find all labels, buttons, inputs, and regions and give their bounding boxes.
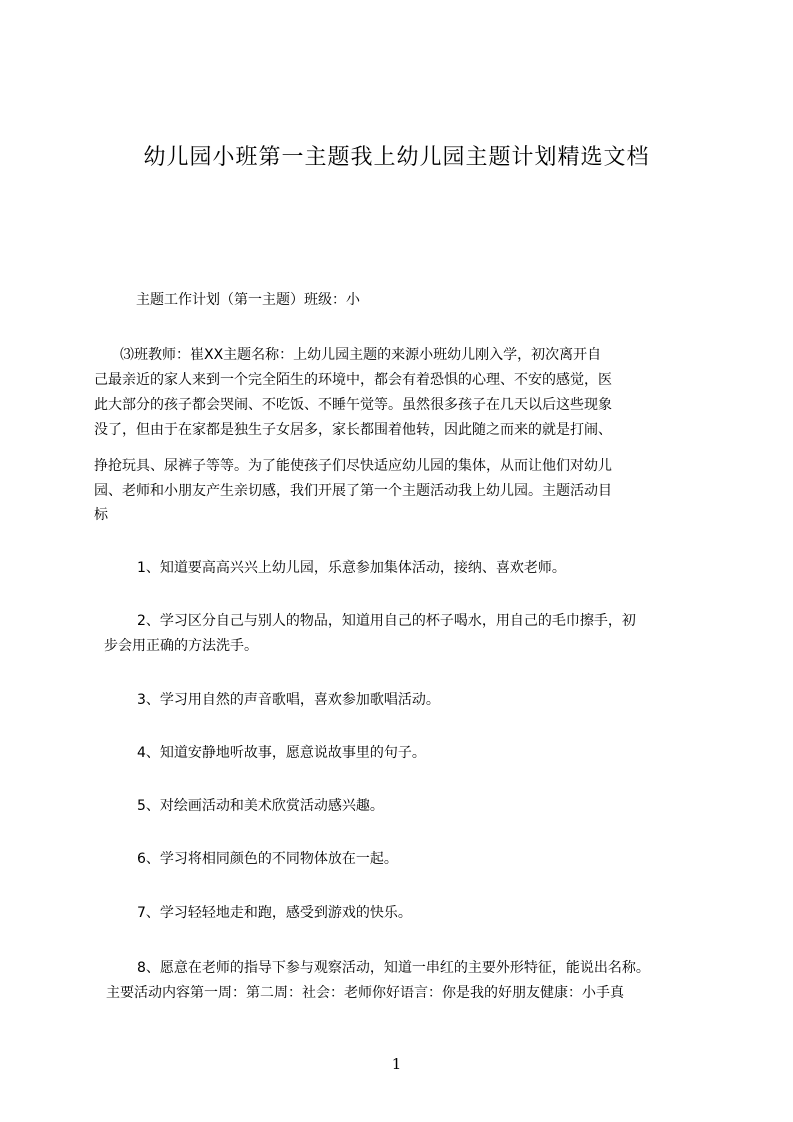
paragraph-line: 此大部分的孩子都会哭闹、不吃饭、不睡午觉等。虽然很多孩子在几天以后这些现象 — [94, 397, 612, 413]
goal-item: 3、学习用自然的声音歌唱，喜欢参加歌唱活动。 — [137, 692, 440, 708]
paragraph-line: 园、老师和小朋友产生亲切感，我们开展了第一个主题活动我上幼儿园。主题活动目 — [94, 483, 612, 499]
paragraph-line: 己最亲近的家人来到一个完全陌生的环境中，都会有着恐惧的心理、不安的感觉，医 — [94, 372, 612, 388]
goal-item-continuation: 步会用正确的方法洗手。 — [104, 638, 258, 654]
document-title: 幼儿园小班第一主题我上幼儿园主题计划精选文档 — [143, 145, 650, 170]
goal-item: 4、知道安静地听故事，愿意说故事里的句子。 — [137, 745, 426, 761]
goal-item: 6、学习将相同颜色的不同物体放在一起。 — [137, 851, 398, 867]
paragraph-line: ⑶班教师：崔XX主题名称：上幼儿园主题的来源小班幼儿刚入学，初次离开自 — [120, 347, 602, 363]
page-number: 1 — [391, 1055, 402, 1073]
goal-item: 5、对绘画活动和美术欣赏活动感兴趣。 — [137, 798, 384, 814]
paragraph-line: 标 — [94, 507, 108, 523]
goal-item: 8、愿意在老师的指导下参与观察活动，知道一串红的主要外形特征，能说出名称。 — [137, 960, 650, 976]
goal-item: 7、学习轻轻地走和跑，感受到游戏的快乐。 — [137, 905, 412, 921]
paragraph-line: 挣抢玩具、尿裤子等等。为了能使孩子们尽快适应幼儿园的集体，从而让他们对幼儿 — [94, 458, 612, 474]
goal-item: 2、学习区分自己与别人的物品，知道用自己的杯子喝水，用自己的毛巾擦手，初 — [137, 613, 636, 629]
intro-line: 主题工作计划（第一主题）班级：小 — [136, 292, 360, 308]
goal-item: 1、知道要高高兴兴上幼儿园，乐意参加集体活动，接纳、喜欢老师。 — [137, 560, 566, 576]
activity-content-line: 主要活动内容第一周：第二周：社会：老师你好语言：你是我的好朋友健康：小手真 — [106, 985, 624, 1001]
paragraph-line: 没了，但由于在家都是独生子女居多，家长都围着他转，因此随之而来的就是打闹、 — [94, 422, 612, 438]
